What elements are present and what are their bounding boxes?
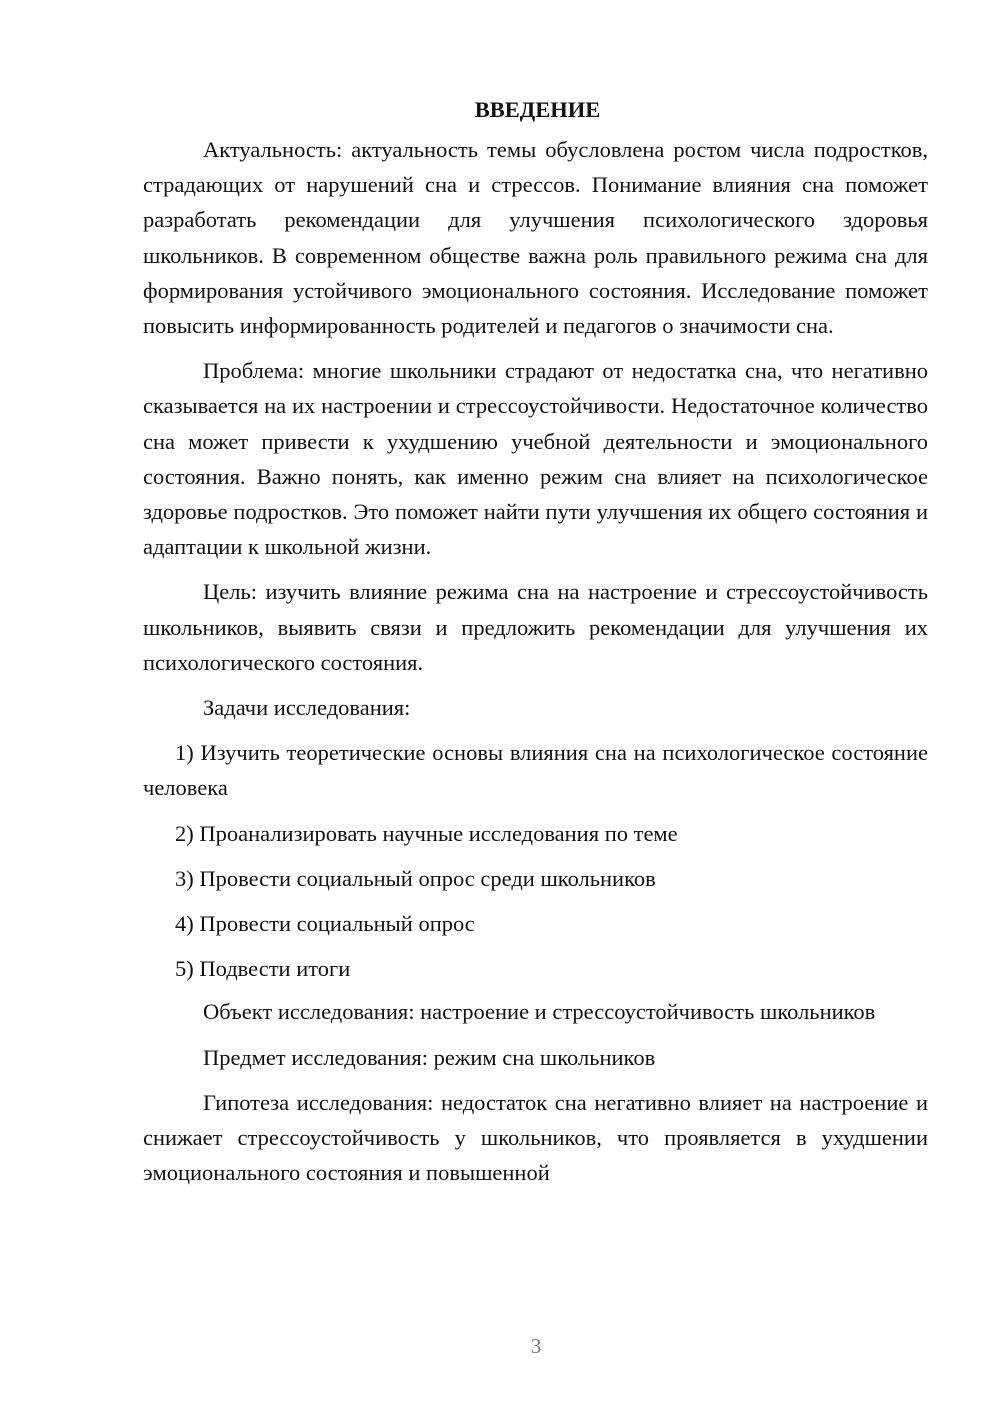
object-paragraph: Объект исследования: настроение и стрессоустойчивость школьников: [203, 999, 876, 1025]
page-title: ВВЕДЕНИЕ: [474, 97, 601, 122]
tasks-title: Задачи исследования:: [203, 695, 411, 721]
task-item-5: 5) Подвести итоги: [175, 956, 351, 982]
problem-paragraph: Проблема: многие школьники страдают от недостатка сна, что негативно сказывается на их настроении и стрессоустойчивости. Недостаточное количество сна может привести к ухудшению учебной деятельности и эмоционального состояния. Важно понять, как именно режим сна влияет на психологическое здоровье подростков. Это поможет найти пути улучшения их общего состояния и адаптации к школьной жизни.: [143, 358, 928, 560]
hypothesis-paragraph: Гипотеза исследования: недостаток сна негативно влияет на настроение и снижает стрессоустойчивость у школьников, что проявляется в ухудшении эмоционального состояния и повышенной: [143, 1089, 928, 1186]
task-item-2: 2) Проанализировать научные исследования по теме: [175, 820, 678, 846]
goal-paragraph: Цель: изучить влияние режима сна на настроение и стрессоустойчивость школьников, выявить связи и предложить рекомендации для улучшения их психологического состояния.: [143, 579, 928, 675]
task-item-3: 3) Провести социальный опрос среди школьников: [175, 865, 656, 891]
page-body: [143, 94, 928, 1200]
relevance-paragraph: Актуальность: актуальность темы обусловлена ростом числа подростков, страдающих от нарушений сна и стрессов. Понимание влияния сна поможет разработать рекомендации для улучшения психологического здоровья школьников. В современном обществе важна роль правильного режима сна для формирования устойчивого эмоционального состояния. Исследование поможет повысить информированность родителей и педагогов о значимости сна.: [143, 137, 928, 339]
task-item-1: 1) Изучить теоретические основы влияния сна на психологическое состояние человека: [143, 740, 928, 801]
page-number: 3: [530, 1334, 542, 1358]
subject-paragraph: Предмет исследования: режим сна школьников: [203, 1044, 656, 1070]
task-item-4: 4) Провести социальный опрос: [175, 911, 475, 937]
